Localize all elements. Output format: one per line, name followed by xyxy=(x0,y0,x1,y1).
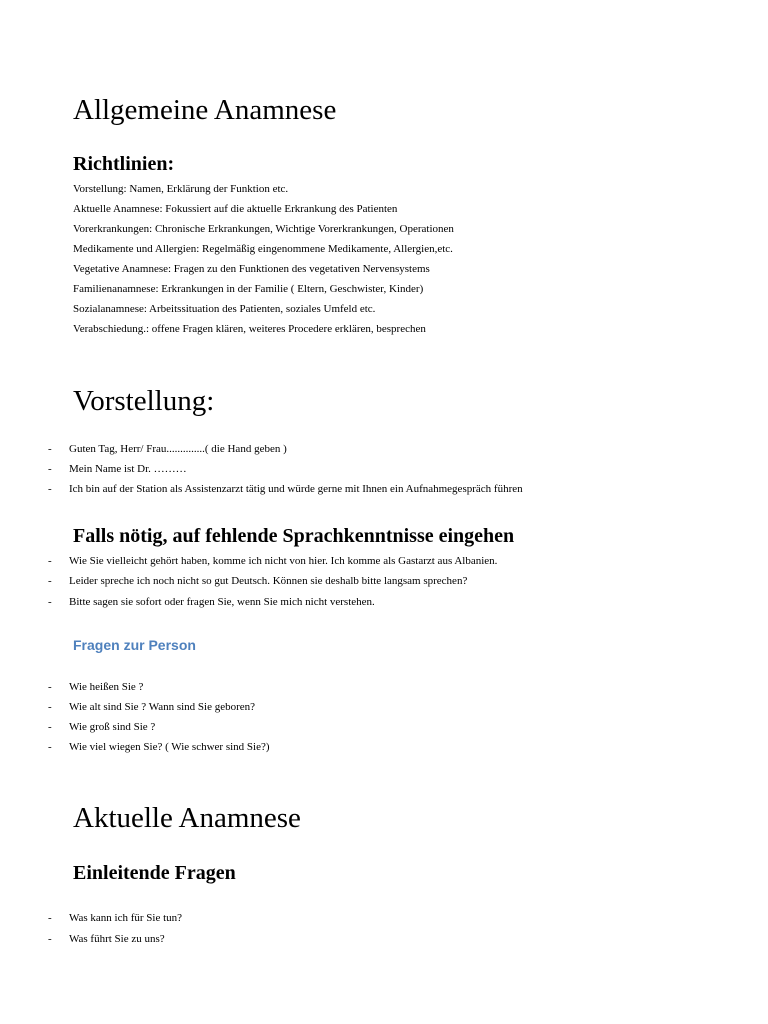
fragen-zur-person-heading: Fragen zur Person xyxy=(73,637,196,653)
list-item-text: Ich bin auf der Station als Assistenzarzt tätig und würde gerne mit Ihnen ein Aufnahmegespräch führen xyxy=(69,483,523,495)
list-item xyxy=(0,740,768,756)
aktuelle-anamnese-heading: Aktuelle Anamnese xyxy=(73,802,301,834)
list-item-text: Mein Name ist Dr. ……… xyxy=(69,463,187,475)
list-item-text: Wie alt sind Sie ? Wann sind Sie geboren? xyxy=(69,701,256,713)
list-item xyxy=(0,680,768,696)
bullet-dash: - xyxy=(48,443,52,455)
list-item xyxy=(0,932,768,948)
list-item-text: Wie Sie vielleicht gehört haben, komme ich nicht von hier. Ich komme als Gastarzt aus Albanien. xyxy=(69,555,498,567)
richtlinien-item: Vorstellung: Namen, Erklärung der Funktion etc. xyxy=(73,183,289,195)
vorstellung-heading: Vorstellung: xyxy=(73,385,215,417)
richtlinien-item: Aktuelle Anamnese: Fokussiert auf die aktuelle Erkrankung des Patienten xyxy=(73,203,398,215)
bullet-dash: - xyxy=(48,575,52,587)
list-item xyxy=(0,482,768,498)
list-item xyxy=(0,574,768,590)
list-item xyxy=(0,462,768,478)
list-item-text: Leider spreche ich noch nicht so gut Deutsch. Können sie deshalb bitte langsam sprechen? xyxy=(69,575,468,587)
bullet-dash: - xyxy=(48,596,52,608)
list-item xyxy=(0,554,768,570)
list-item xyxy=(0,700,768,716)
bullet-dash: - xyxy=(48,463,52,475)
bullet-dash: - xyxy=(48,681,52,693)
list-item-text: Bitte sagen sie sofort oder fragen Sie, wenn Sie mich nicht verstehen. xyxy=(69,596,375,608)
richtlinien-heading: Richtlinien: xyxy=(73,153,175,175)
richtlinien-item: Verabschiedung.: offene Fragen klären, weiteres Procedere erklären, besprechen xyxy=(73,323,426,335)
richtlinien-item: Vorerkrankungen: Chronische Erkrankungen, Wichtige Vorerkrankungen, Operationen xyxy=(73,223,454,235)
list-item xyxy=(0,442,768,458)
list-item-text: Wie viel wiegen Sie? ( Wie schwer sind Sie?) xyxy=(69,741,270,753)
sprachkenntnisse-heading: Falls nötig, auf fehlende Sprachkenntnisse eingehen xyxy=(73,525,515,547)
list-item-text: Was kann ich für Sie tun? xyxy=(69,912,183,924)
richtlinien-item: Medikamente und Allergien: Regelmäßig eingenommene Medikamente, Allergien,etc. xyxy=(73,243,453,255)
list-item-text: Wie groß sind Sie ? xyxy=(69,721,156,733)
bullet-dash: - xyxy=(48,741,52,753)
list-item-text: Wie heißen Sie ? xyxy=(69,681,144,693)
bullet-dash: - xyxy=(48,701,52,713)
richtlinien-item: Vegetative Anamnese: Fragen zu den Funktionen des vegetativen Nervensystems xyxy=(73,263,430,275)
richtlinien-item: Sozialanamnese: Arbeitssituation des Patienten, soziales Umfeld etc. xyxy=(73,303,376,315)
einleitende-fragen-heading: Einleitende Fragen xyxy=(73,862,236,884)
bullet-dash: - xyxy=(48,933,52,945)
document-title: Allgemeine Anamnese xyxy=(73,94,337,126)
list-item-text: Guten Tag, Herr/ Frau..............( die Hand geben ) xyxy=(69,443,287,455)
list-item xyxy=(0,720,768,736)
bullet-dash: - xyxy=(48,483,52,495)
bullet-dash: - xyxy=(48,912,52,924)
bullet-dash: - xyxy=(48,555,52,567)
list-item xyxy=(0,911,768,927)
list-item xyxy=(0,595,768,611)
list-item-text: Was führt Sie zu uns? xyxy=(69,933,165,945)
richtlinien-item: Familienanamnese: Erkrankungen in der Familie ( Eltern, Geschwister, Kinder) xyxy=(73,283,424,295)
bullet-dash: - xyxy=(48,721,52,733)
